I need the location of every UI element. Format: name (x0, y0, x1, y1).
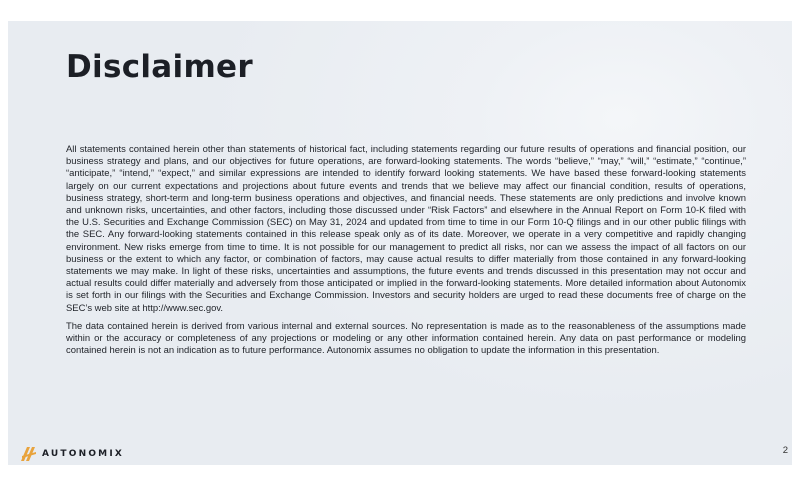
disclaimer-body (66, 144, 746, 363)
logo-wordmark: AUTONOMIX (42, 449, 125, 459)
company-logo (20, 446, 124, 462)
disclaimer-paragraph-1: All statements contained herein other than statements of historical fact, including statements regarding our future results of operations and financial position, our business strategy and plans, and our objectives for future operations, are forward-looking statements. The words “believe,” “may,” “will,” “estimate,” “continue,” “anticipate,” “intend,” “expect,” and similar expressions are intended to identify forward looking statements. We have based these forward-looking statements largely on our current expectations and projections about future events and trends that we believe may affect our financial condition, results of operations, business strategy, short-term and long-term business operations and objectives, and financial needs. These statements are only predictions and involve known and unknown risks, uncertainties, and other factors, including those discussed under “Risk Factors” and elsewhere in the Annual Report on Form 10-K filed with the U.S. Securities and Exchange Commission (SEC) on May 31, 2024 and updated from time to time in our Form 10-Q filings and in our other public filings with the SEC. Any forward-looking statements contained in this release speak only as of its date. Moreover, we operate in a very competitive and rapidly changing environment. New risks emerge from time to time. It is not possible for our management to predict all risks, nor can we assess the impact of all factors on our business or the extent to which any factor, or combination of factors, may cause actual results to differ materially from those contained in any forward-looking statements we may make. In light of these risks, uncertainties and assumptions, the future events and trends discussed in this presentation may not occur and actual results could differ materially and adversely from those anticipated or implied in the forward-looking statements. More detailed information about Autonomix is set forth in our filings with the Securities and Exchange Commission. Investors and security holders are urged to read these documents free of charge on the SEC’s web site at http://www.sec.gov. (66, 144, 746, 314)
autonomix-logo-icon (20, 446, 38, 462)
disclaimer-paragraph-2: The data contained herein is derived from various internal and external sources. No representation is made as to the reasonableness of the assumptions made within or the accuracy or completeness of any projections or modeling or any other information contained herein. Any data on past performance or modeling contained herein is not an indication as to future performance. Autonomix assumes no obligation to update the information in this presentation. (66, 320, 746, 357)
page-number: 2 (782, 445, 788, 456)
slide-title: Disclaimer (66, 49, 253, 85)
slide (8, 21, 792, 465)
